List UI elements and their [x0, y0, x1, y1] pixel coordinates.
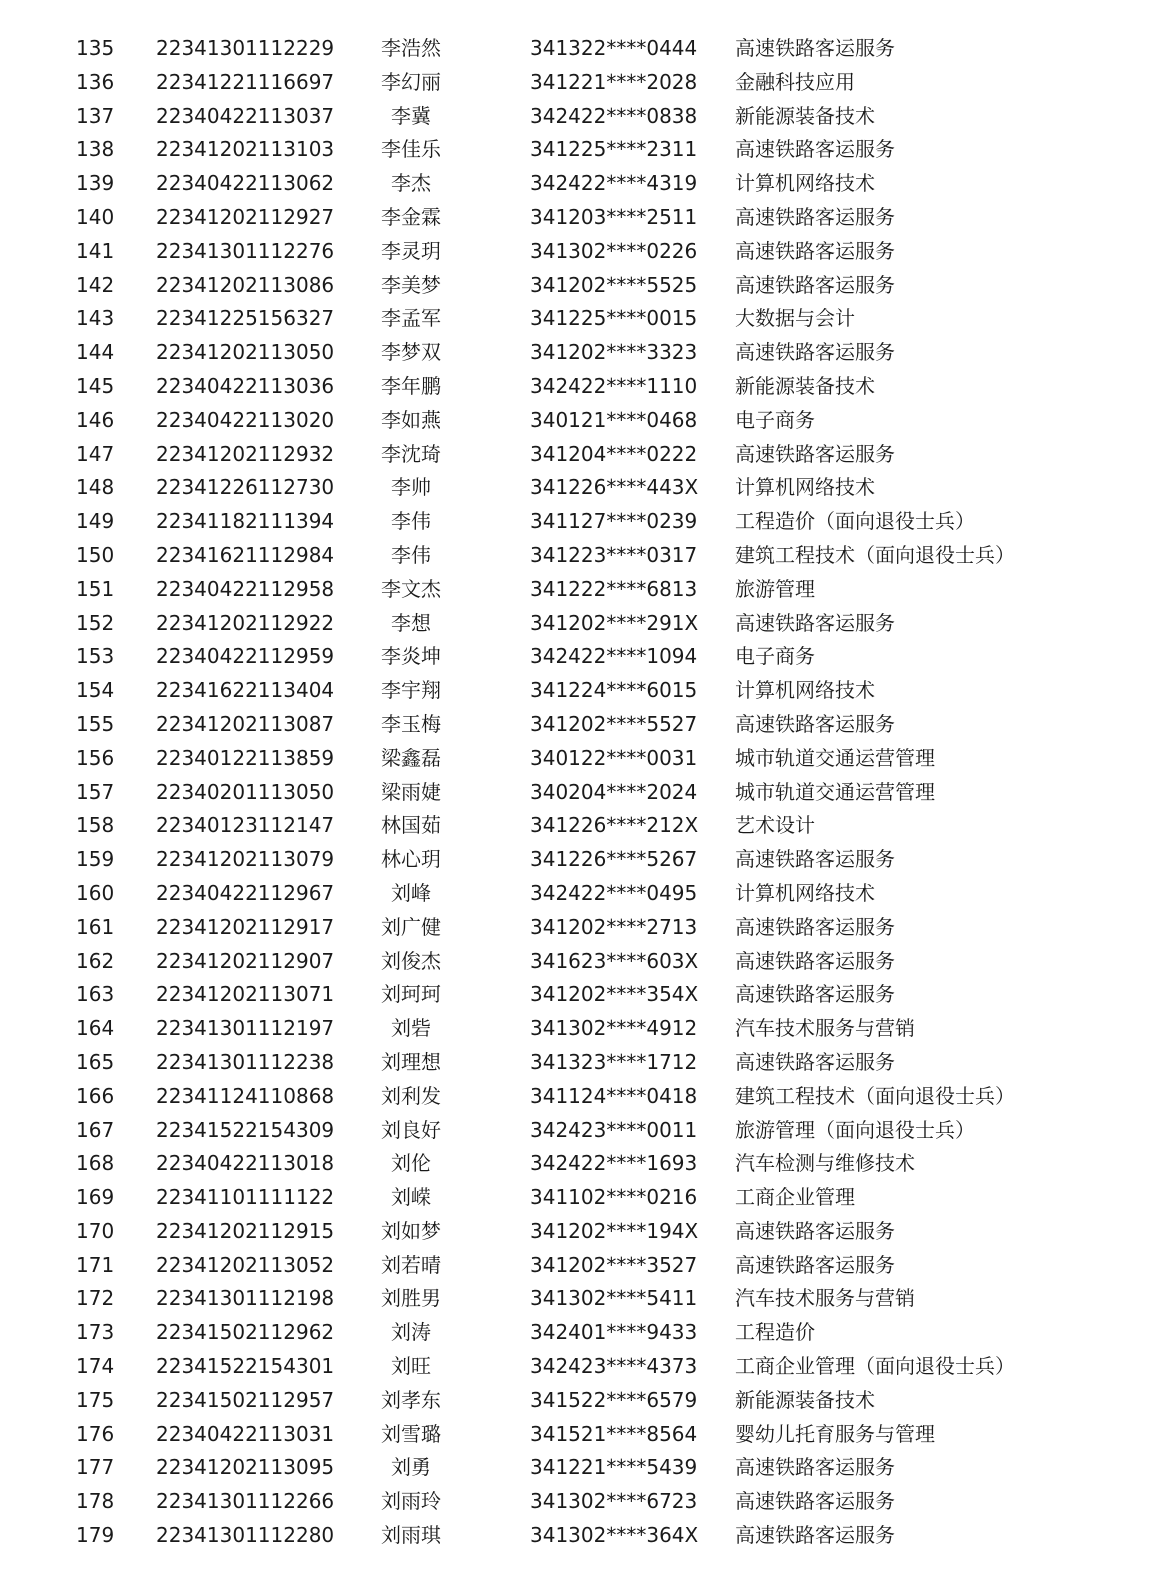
table-row — [0, 809, 1169, 843]
exam-number: 22341301112276 — [156, 238, 335, 263]
id-card-number: 342422****1693 — [530, 1151, 698, 1176]
table-row — [0, 1350, 1169, 1384]
major-name: 城市轨道交通运营管理 — [735, 779, 935, 804]
id-card-number: 341302****6723 — [530, 1489, 698, 1514]
exam-number: 22340422112959 — [156, 644, 335, 669]
table-row — [0, 438, 1169, 472]
row-number: 171 — [76, 1252, 115, 1277]
student-name: 李孟军 — [381, 306, 441, 331]
id-card-number: 341522****6579 — [530, 1387, 698, 1412]
table-row — [0, 911, 1169, 945]
student-name: 梁鑫磊 — [381, 745, 441, 770]
student-name: 刘峰 — [391, 880, 431, 905]
row-number: 164 — [76, 1016, 115, 1041]
exam-number: 22341502112957 — [156, 1387, 335, 1412]
exam-number: 22341301112197 — [156, 1016, 335, 1041]
major-name: 高速铁路客运服务 — [735, 1455, 895, 1480]
id-card-number: 341225****0015 — [530, 306, 698, 331]
row-number: 159 — [76, 847, 115, 872]
major-name: 高速铁路客运服务 — [735, 1523, 895, 1548]
row-number: 137 — [76, 103, 115, 128]
student-name: 李灵玥 — [381, 238, 441, 263]
exam-number: 22341124110868 — [156, 1083, 335, 1108]
student-name: 李浩然 — [381, 36, 441, 60]
exam-number: 22341202113103 — [156, 137, 335, 162]
student-name: 刘若晴 — [381, 1252, 441, 1277]
major-name: 新能源装备技术 — [735, 103, 875, 128]
row-number: 174 — [76, 1354, 115, 1379]
student-name: 刘旺 — [391, 1354, 431, 1379]
exam-number: 22341301112229 — [156, 36, 335, 60]
student-name: 刘孝东 — [381, 1387, 441, 1412]
table-row — [0, 978, 1169, 1012]
id-card-number: 341302****5411 — [530, 1286, 698, 1311]
student-name: 林国茹 — [381, 813, 441, 838]
table-row — [0, 1114, 1169, 1148]
row-number: 150 — [76, 542, 115, 567]
exam-number: 22340422112958 — [156, 576, 335, 601]
table-row — [0, 167, 1169, 201]
exam-number: 22341621112984 — [156, 542, 335, 567]
row-number: 175 — [76, 1387, 115, 1412]
table-row — [0, 404, 1169, 438]
id-card-number: 342422****1094 — [530, 644, 698, 669]
table-row — [0, 1147, 1169, 1181]
row-number: 166 — [76, 1083, 115, 1108]
id-card-number: 341302****4912 — [530, 1016, 698, 1041]
row-number: 148 — [76, 475, 115, 500]
student-name: 李宇翔 — [381, 678, 441, 703]
exam-number: 22341522154309 — [156, 1117, 335, 1142]
id-card-number: 341202****3527 — [530, 1252, 698, 1277]
exam-number: 22341202113050 — [156, 340, 335, 365]
table-row — [0, 370, 1169, 404]
row-number: 149 — [76, 509, 115, 534]
major-name: 高速铁路客运服务 — [735, 1049, 895, 1074]
major-name: 高速铁路客运服务 — [735, 137, 895, 162]
major-name: 金融科技应用 — [735, 69, 855, 94]
row-number: 169 — [76, 1185, 115, 1210]
id-card-number: 341521****8564 — [530, 1421, 698, 1446]
student-name: 李年鹏 — [381, 373, 441, 398]
table-row — [0, 66, 1169, 100]
row-number: 176 — [76, 1421, 115, 1446]
major-name: 艺术设计 — [735, 813, 815, 838]
table-row — [0, 133, 1169, 167]
major-name: 高速铁路客运服务 — [735, 340, 895, 365]
exam-number: 22341301112238 — [156, 1049, 335, 1074]
row-number: 141 — [76, 238, 115, 263]
student-name: 李炎坤 — [381, 644, 441, 669]
exam-number: 22340422113020 — [156, 407, 335, 432]
major-name: 高速铁路客运服务 — [735, 1489, 895, 1514]
id-card-number: 342422****0495 — [530, 880, 698, 905]
exam-number: 22340201113050 — [156, 779, 335, 804]
student-name: 李幻丽 — [381, 69, 441, 94]
row-number: 162 — [76, 948, 115, 973]
student-name: 刘珂珂 — [381, 982, 441, 1007]
major-name: 工程造价 — [735, 1320, 815, 1345]
id-card-number: 342401****9433 — [530, 1320, 698, 1345]
id-card-number: 342422****1110 — [530, 373, 698, 398]
exam-number: 22341225156327 — [156, 306, 335, 331]
table-row — [0, 1249, 1169, 1283]
student-name: 刘良好 — [381, 1117, 441, 1142]
table-row — [0, 1384, 1169, 1418]
student-name: 梁雨婕 — [381, 779, 441, 804]
student-name: 李如燕 — [381, 407, 441, 432]
row-number: 155 — [76, 711, 115, 736]
row-number: 138 — [76, 137, 115, 162]
major-name: 计算机网络技术 — [735, 880, 875, 905]
student-name: 李想 — [391, 610, 431, 635]
table-row — [0, 1451, 1169, 1485]
major-name: 旅游管理（面向退役士兵） — [735, 1117, 975, 1142]
student-name: 李帅 — [391, 475, 431, 500]
row-number: 154 — [76, 678, 115, 703]
table-row — [0, 302, 1169, 336]
row-number: 167 — [76, 1117, 115, 1142]
major-name: 汽车技术服务与营销 — [735, 1016, 915, 1041]
row-number: 173 — [76, 1320, 115, 1345]
exam-number: 22340122113859 — [156, 745, 335, 770]
student-name: 刘胜男 — [381, 1286, 441, 1311]
row-number: 153 — [76, 644, 115, 669]
major-name: 高速铁路客运服务 — [735, 204, 895, 229]
row-number: 168 — [76, 1151, 115, 1176]
exam-number: 22341202113079 — [156, 847, 335, 872]
student-name: 刘理想 — [381, 1049, 441, 1074]
table-row — [0, 708, 1169, 742]
student-name: 刘广健 — [381, 914, 441, 939]
row-number: 177 — [76, 1455, 115, 1480]
id-card-number: 341226****212X — [530, 813, 699, 838]
major-name: 高速铁路客运服务 — [735, 1252, 895, 1277]
id-card-number: 342423****0011 — [530, 1117, 698, 1142]
table-row — [0, 1519, 1169, 1553]
student-name: 林心玥 — [381, 847, 441, 872]
row-number: 140 — [76, 204, 115, 229]
id-card-number: 341127****0239 — [530, 509, 698, 534]
student-name: 李杰 — [391, 171, 431, 196]
exam-number: 22341226112730 — [156, 475, 335, 500]
table-row — [0, 1485, 1169, 1519]
exam-number: 22341622113404 — [156, 678, 335, 703]
row-number: 136 — [76, 69, 115, 94]
id-card-number: 341102****0216 — [530, 1185, 698, 1210]
id-card-number: 341202****291X — [530, 610, 699, 635]
major-name: 城市轨道交通运营管理 — [735, 745, 935, 770]
student-name: 李梦双 — [381, 340, 441, 365]
student-name: 李伟 — [391, 509, 431, 534]
exam-number: 22341202112932 — [156, 441, 335, 466]
id-card-number: 341124****0418 — [530, 1083, 698, 1108]
row-number: 145 — [76, 373, 115, 398]
table-row — [0, 573, 1169, 607]
table-row — [0, 1215, 1169, 1249]
id-card-number: 341222****6813 — [530, 576, 698, 601]
id-card-number: 341202****354X — [530, 982, 699, 1007]
major-name: 电子商务 — [735, 644, 815, 669]
id-card-number: 340122****0031 — [530, 745, 698, 770]
table-row — [0, 1316, 1169, 1350]
table-row — [0, 1282, 1169, 1316]
table-row — [0, 877, 1169, 911]
id-card-number: 340204****2024 — [530, 779, 698, 804]
exam-number: 22341202112907 — [156, 948, 335, 973]
exam-number: 22341202112915 — [156, 1218, 335, 1243]
major-name: 高速铁路客运服务 — [735, 441, 895, 466]
row-number: 135 — [76, 36, 115, 60]
student-name: 刘涛 — [391, 1320, 431, 1345]
table-row — [0, 471, 1169, 505]
id-card-number: 341202****194X — [530, 1218, 699, 1243]
id-card-number: 341302****0226 — [530, 238, 698, 263]
major-name: 工商企业管理 — [735, 1185, 855, 1210]
row-number: 156 — [76, 745, 115, 770]
major-name: 高速铁路客运服务 — [735, 36, 895, 60]
exam-number: 22341202113087 — [156, 711, 335, 736]
id-card-number: 341623****603X — [530, 948, 699, 973]
major-name: 新能源装备技术 — [735, 1387, 875, 1412]
student-name: 刘雨琪 — [381, 1523, 441, 1548]
id-card-number: 340121****0468 — [530, 407, 698, 432]
row-number: 157 — [76, 779, 115, 804]
exam-number: 22341301112266 — [156, 1489, 335, 1514]
major-name: 高速铁路客运服务 — [735, 272, 895, 297]
exam-number: 22341202113052 — [156, 1252, 335, 1277]
major-name: 高速铁路客运服务 — [735, 238, 895, 263]
student-name: 刘雪璐 — [381, 1421, 441, 1446]
table-row — [0, 269, 1169, 303]
major-name: 建筑工程技术（面向退役士兵） — [735, 1083, 1015, 1108]
id-card-number: 341202****2713 — [530, 914, 698, 939]
table-row — [0, 742, 1169, 776]
table-row — [0, 607, 1169, 641]
student-list-table — [0, 32, 1169, 1553]
major-name: 高速铁路客运服务 — [735, 948, 895, 973]
row-number: 172 — [76, 1286, 115, 1311]
row-number: 152 — [76, 610, 115, 635]
exam-number: 22341202112917 — [156, 914, 335, 939]
row-number: 165 — [76, 1049, 115, 1074]
row-number: 142 — [76, 272, 115, 297]
id-card-number: 341225****2311 — [530, 137, 698, 162]
exam-number: 22340422113062 — [156, 171, 335, 196]
exam-number: 22341221116697 — [156, 69, 335, 94]
student-name: 李佳乐 — [381, 137, 441, 162]
row-number: 158 — [76, 813, 115, 838]
exam-number: 22341101111122 — [156, 1185, 335, 1210]
exam-number: 22341522154301 — [156, 1354, 335, 1379]
table-row — [0, 776, 1169, 810]
row-number: 143 — [76, 306, 115, 331]
student-name: 刘如梦 — [381, 1218, 441, 1243]
table-row — [0, 539, 1169, 573]
row-number: 170 — [76, 1218, 115, 1243]
table-row — [0, 843, 1169, 877]
row-number: 144 — [76, 340, 115, 365]
exam-number: 22340422112967 — [156, 880, 335, 905]
table-row — [0, 1181, 1169, 1215]
major-name: 高速铁路客运服务 — [735, 982, 895, 1007]
exam-number: 22341202113095 — [156, 1455, 335, 1480]
row-number: 151 — [76, 576, 115, 601]
table-row — [0, 640, 1169, 674]
exam-number: 22340422113018 — [156, 1151, 335, 1176]
table-row — [0, 505, 1169, 539]
table-row — [0, 201, 1169, 235]
student-name: 刘利发 — [381, 1083, 441, 1108]
id-card-number: 341204****0222 — [530, 441, 698, 466]
row-number: 147 — [76, 441, 115, 466]
exam-number: 22340422113031 — [156, 1421, 335, 1446]
student-name: 李冀 — [391, 103, 431, 128]
id-card-number: 342422****4319 — [530, 171, 698, 196]
student-name: 李伟 — [391, 542, 431, 567]
table-row — [0, 674, 1169, 708]
id-card-number: 341221****2028 — [530, 69, 698, 94]
id-card-number: 341223****0317 — [530, 542, 698, 567]
id-card-number: 341226****5267 — [530, 847, 698, 872]
student-name: 刘砦 — [391, 1016, 431, 1041]
id-card-number: 342423****4373 — [530, 1354, 698, 1379]
id-card-number: 342422****0838 — [530, 103, 698, 128]
major-name: 高速铁路客运服务 — [735, 711, 895, 736]
student-name: 刘伦 — [391, 1151, 431, 1176]
exam-number: 22340123112147 — [156, 813, 335, 838]
table-row — [0, 1046, 1169, 1080]
id-card-number: 341224****6015 — [530, 678, 698, 703]
student-name: 李玉梅 — [381, 711, 441, 736]
row-number: 160 — [76, 880, 115, 905]
row-number: 179 — [76, 1523, 115, 1548]
table-row — [0, 1012, 1169, 1046]
major-name: 高速铁路客运服务 — [735, 1218, 895, 1243]
id-card-number: 341202****5527 — [530, 711, 698, 736]
major-name: 电子商务 — [735, 407, 815, 432]
exam-number: 22341502112962 — [156, 1320, 335, 1345]
row-number: 161 — [76, 914, 115, 939]
exam-number: 22341182111394 — [156, 509, 335, 534]
id-card-number: 341202****3323 — [530, 340, 698, 365]
row-number: 146 — [76, 407, 115, 432]
row-number: 163 — [76, 982, 115, 1007]
id-card-number: 341226****443X — [530, 475, 699, 500]
major-name: 计算机网络技术 — [735, 475, 875, 500]
id-card-number: 341322****0444 — [530, 36, 698, 60]
exam-number: 22341202112927 — [156, 204, 335, 229]
major-name: 汽车技术服务与营销 — [735, 1286, 915, 1311]
table-row — [0, 32, 1169, 66]
table-row — [0, 235, 1169, 269]
exam-number: 22340422113037 — [156, 103, 335, 128]
major-name: 大数据与会计 — [735, 306, 855, 331]
table-row — [0, 336, 1169, 370]
id-card-number: 341202****5525 — [530, 272, 698, 297]
exam-number: 22341202113071 — [156, 982, 335, 1007]
major-name: 工程造价（面向退役士兵） — [735, 509, 975, 534]
table-row — [0, 100, 1169, 134]
major-name: 计算机网络技术 — [735, 171, 875, 196]
major-name: 新能源装备技术 — [735, 373, 875, 398]
major-name: 工商企业管理（面向退役士兵） — [735, 1354, 1015, 1379]
student-name: 李金霖 — [381, 204, 441, 229]
id-card-number: 341323****1712 — [530, 1049, 698, 1074]
exam-number: 22341301112198 — [156, 1286, 335, 1311]
major-name: 旅游管理 — [735, 576, 815, 601]
student-name: 李文杰 — [381, 576, 441, 601]
student-name: 李沈琦 — [381, 441, 441, 466]
major-name: 计算机网络技术 — [735, 678, 875, 703]
id-card-number: 341203****2511 — [530, 204, 698, 229]
student-name: 刘勇 — [391, 1455, 431, 1480]
major-name: 高速铁路客运服务 — [735, 914, 895, 939]
major-name: 建筑工程技术（面向退役士兵） — [735, 542, 1015, 567]
table-row — [0, 1080, 1169, 1114]
major-name: 婴幼儿托育服务与管理 — [735, 1421, 935, 1446]
id-card-number: 341302****364X — [530, 1523, 699, 1548]
id-card-number: 341221****5439 — [530, 1455, 698, 1480]
student-name: 刘俊杰 — [381, 948, 441, 973]
student-name: 李美梦 — [381, 272, 441, 297]
exam-number: 22340422113036 — [156, 373, 335, 398]
exam-number: 22341301112280 — [156, 1523, 335, 1548]
major-name: 汽车检测与维修技术 — [735, 1151, 915, 1176]
student-name: 刘嵘 — [391, 1185, 431, 1210]
student-name: 刘雨玲 — [381, 1489, 441, 1514]
major-name: 高速铁路客运服务 — [735, 610, 895, 635]
row-number: 178 — [76, 1489, 115, 1514]
table-row — [0, 945, 1169, 979]
exam-number: 22341202112922 — [156, 610, 335, 635]
major-name: 高速铁路客运服务 — [735, 847, 895, 872]
row-number: 139 — [76, 171, 115, 196]
exam-number: 22341202113086 — [156, 272, 335, 297]
table-row — [0, 1418, 1169, 1452]
